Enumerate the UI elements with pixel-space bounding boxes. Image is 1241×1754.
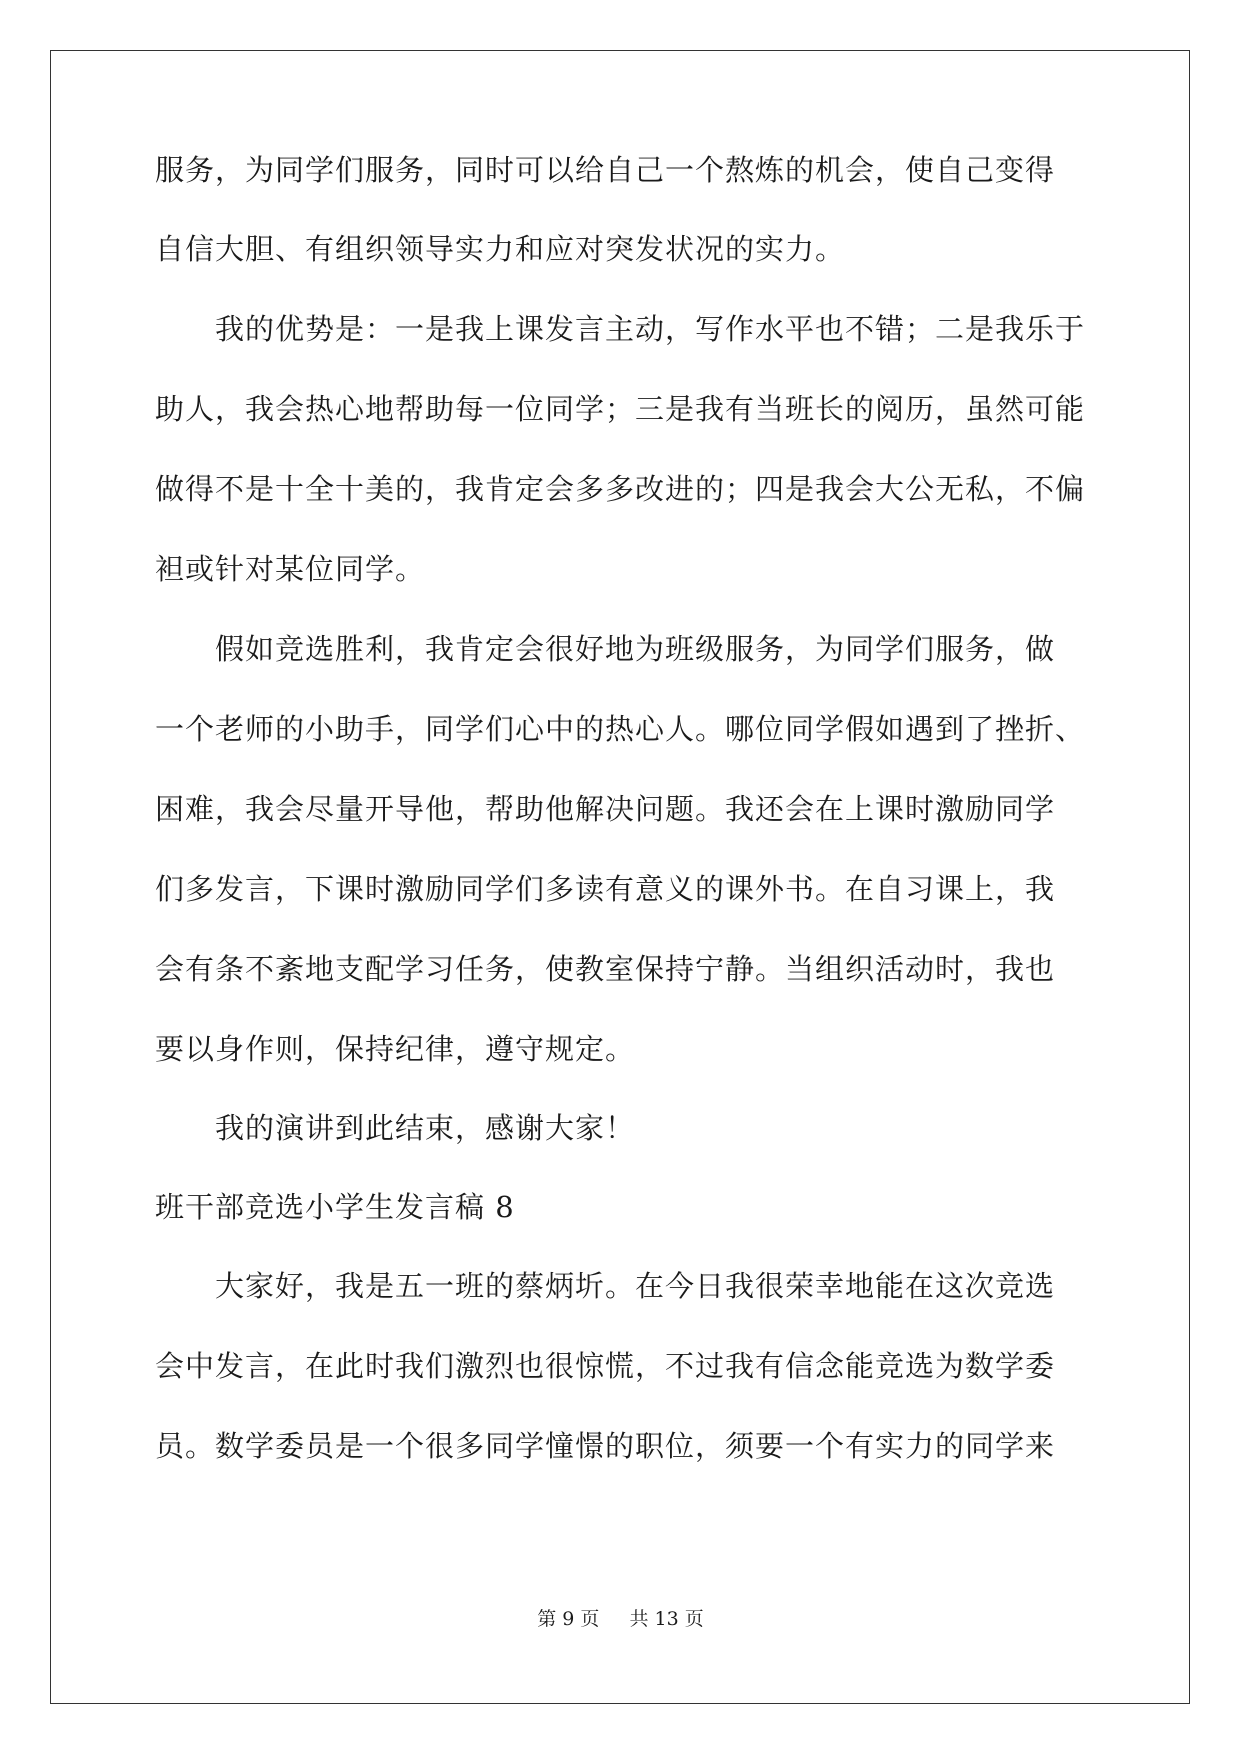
text-line: 员。数学委员是一个很多同学憧憬的职位，须要一个有实力的同学来 — [155, 1429, 1056, 1463]
page-number: 第 9 页 — [537, 1608, 600, 1630]
text-line: 要以身作则，保持纪律，遵守规定。 — [155, 1032, 636, 1066]
text-line: 们多发言，下课时激励同学们多读有意义的课外书。在自习课上，我 — [155, 872, 1056, 906]
page-total: 共 13 页 — [629, 1608, 704, 1630]
text-line: 一个老师的小助手，同学们心中的热心人。哪位同学假如遇到了挫折、 — [155, 712, 1086, 746]
paragraph-start: 我的优势是：一是我上课发言主动，写作水平也不错；二是我乐于 — [215, 312, 1086, 346]
paragraph-start: 我的演讲到此结束，感谢大家！ — [215, 1111, 636, 1145]
text-line: 服务，为同学们服务，同时可以给自己一个熬炼的机会，使自己变得 — [155, 153, 1056, 187]
text-line: 助人，我会热心地帮助每一位同学；三是我有当班长的阅历，虽然可能 — [155, 392, 1086, 426]
section-heading: 班干部竞选小学生发言稿 8 — [155, 1190, 515, 1224]
text-line: 自信大胆、有组织领导实力和应对突发状况的实力。 — [155, 232, 846, 266]
page-footer — [0, 1607, 1241, 1631]
text-line: 会中发言，在此时我们激烈也很惊慌，不过我有信念能竞选为数学委 — [155, 1349, 1056, 1383]
paragraph-start: 大家好，我是五一班的蔡炳圻。在今日我很荣幸地能在这次竞选 — [215, 1269, 1056, 1303]
text-line: 困难，我会尽量开导他，帮助他解决问题。我还会在上课时激励同学 — [155, 792, 1056, 826]
text-line: 会有条不紊地支配学习任务，使教室保持宁静。当组织活动时，我也 — [155, 952, 1056, 986]
paragraph-start: 假如竞选胜利，我肯定会很好地为班级服务，为同学们服务，做 — [215, 632, 1056, 666]
text-line: 做得不是十全十美的，我肯定会多多改进的；四是我会大公无私，不偏 — [155, 472, 1086, 506]
text-line: 袒或针对某位同学。 — [155, 552, 426, 586]
